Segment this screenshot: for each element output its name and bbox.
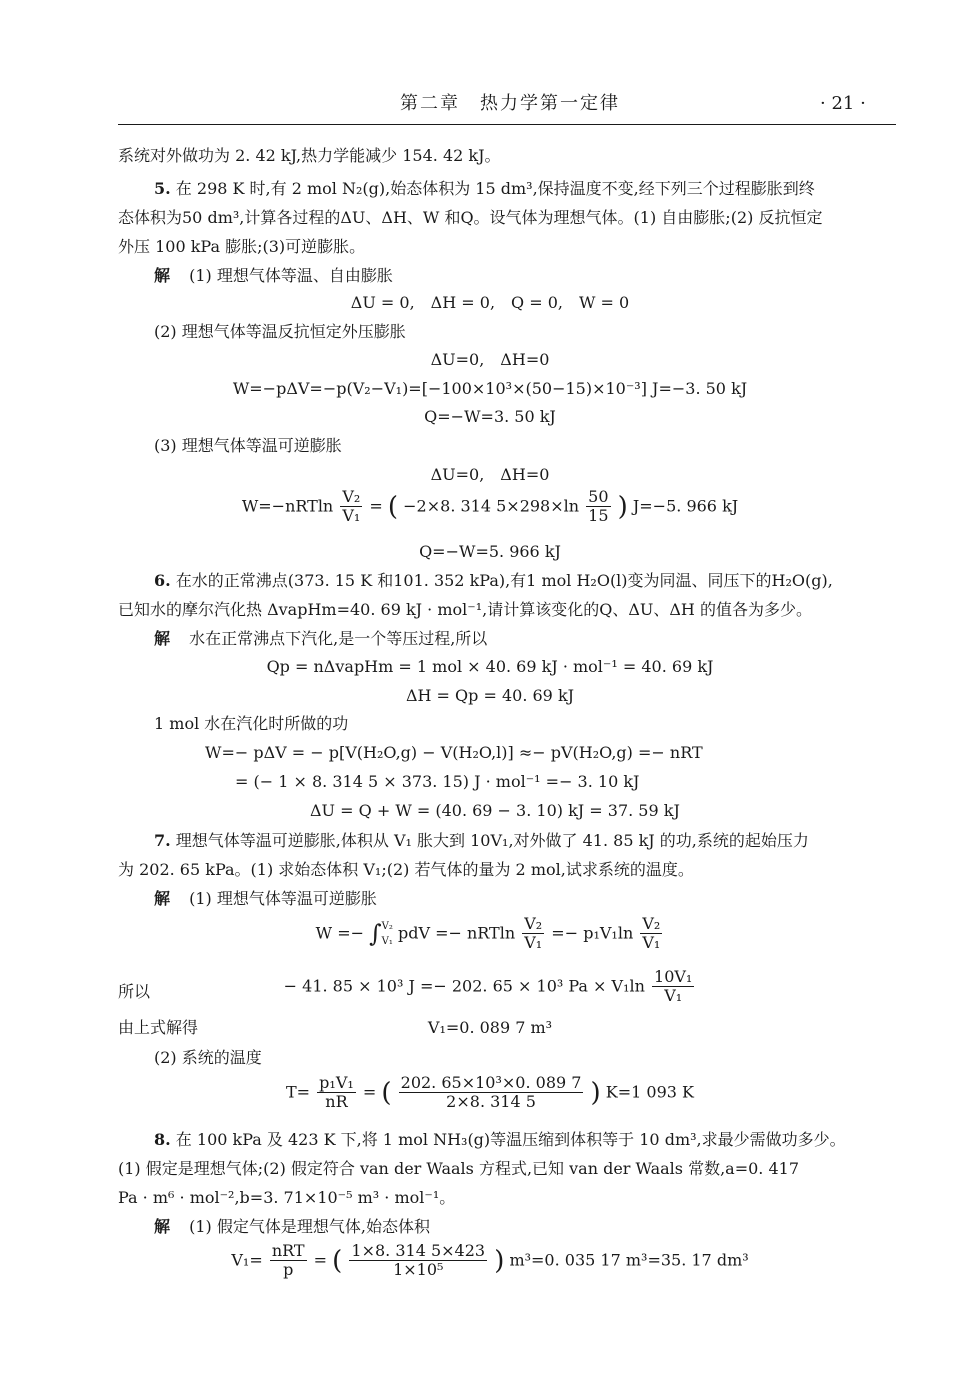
integral-sign: ∫ bbox=[369, 919, 382, 948]
equation: ΔH = Qp = 40. 69 kJ bbox=[405, 686, 575, 705]
problem-6-statement bbox=[154, 571, 833, 590]
fraction bbox=[640, 915, 662, 953]
equation-part: −2×8. 314 5×298×ln bbox=[403, 496, 580, 516]
text-line: Pa · m⁶ · mol⁻²,b=3. 71×10⁻⁵ m³ · mol⁻¹。 bbox=[118, 1188, 456, 1207]
label-so: 所以 bbox=[118, 982, 151, 1001]
numerator: V₂ bbox=[342, 487, 361, 506]
text: (1) 理想气体等温、自由膨胀 bbox=[189, 266, 393, 285]
equation: W=−pΔV=−p(V₂−V₁)=[−100×10³×(50−15)×10⁻³] J=−3. 50 kJ bbox=[232, 379, 748, 398]
equation: ΔU = Q + W = (40. 69 − 3. 10) kJ = 37. 59 kJ bbox=[310, 801, 680, 820]
equation: Q=−W=5. 966 kJ bbox=[419, 542, 561, 561]
header-rule bbox=[118, 124, 896, 125]
text: (1) 假定气体是理想气体,始态体积 bbox=[189, 1217, 430, 1236]
problem-5-statement bbox=[154, 179, 815, 198]
equation-part: pdV =− nRTln bbox=[397, 923, 516, 943]
fraction bbox=[522, 915, 544, 953]
equation-part: W =− bbox=[315, 923, 365, 943]
equation-part: =− p₁V₁ln bbox=[551, 923, 634, 943]
text-line: 系统对外做功为 2. 42 kJ,热力学能减少 154. 42 kJ。 bbox=[118, 146, 501, 165]
equation: W=−nRTln $\frac{\text{V₂}}{\text{V₁}}$ = ( −2×8. 314 5×298×ln $\frac{50}{15}$ ) J=−5. 966 kJ bbox=[241, 487, 739, 526]
text-line: 外压 100 kPa 膨胀;(3)可逆膨胀。 bbox=[118, 237, 366, 256]
text-line: 已知水的摩尔汽化热 ΔvapHm=40. 69 kJ · mol⁻¹,请计算该变化的Q、ΔU、ΔH 的值各为多少。 bbox=[118, 600, 812, 619]
upper-limit: V₂ bbox=[381, 920, 393, 932]
denominator: 15 bbox=[588, 506, 609, 526]
problem-number: 8. bbox=[154, 1130, 171, 1149]
text-line: (1) 假定是理想气体;(2) 假定符合 van der Waals 方程式,已知 van der Waals 常数,a=0. 417 bbox=[118, 1159, 799, 1178]
equation: Qp = nΔvapHm = 1 mol × 40. 69 kJ · mol⁻¹ = 40. 69 kJ bbox=[266, 657, 714, 676]
numerator: p₁V₁ bbox=[319, 1073, 354, 1092]
solution-6 bbox=[154, 629, 487, 648]
solution-8-part-1 bbox=[154, 1217, 430, 1236]
fraction bbox=[399, 1074, 584, 1112]
denominator: V₁ bbox=[664, 986, 683, 1006]
fraction bbox=[270, 1242, 307, 1280]
fraction bbox=[586, 488, 610, 526]
numerator: 202. 65×10³×0. 089 7 bbox=[400, 1073, 582, 1092]
text: 水在正常沸点下汽化,是一个等压过程,所以 bbox=[189, 629, 488, 648]
equation: V₁=0. 089 7 m³ bbox=[427, 1018, 553, 1037]
equation-part: J=−5. 966 kJ bbox=[632, 496, 739, 516]
lower-limit: V₁ bbox=[381, 935, 393, 947]
denominator: V₁ bbox=[342, 506, 361, 526]
numerator: 50 bbox=[588, 487, 609, 506]
text: 在水的正常沸点(373. 15 K 和101. 352 kPa),有1 mol H₂O(l)变为同温、同压下的H₂O(g), bbox=[175, 571, 833, 590]
denominator: 1×10⁵ bbox=[393, 1260, 444, 1280]
numerator: V₂ bbox=[642, 914, 661, 933]
text-line: (3) 理想气体等温可逆膨胀 bbox=[154, 436, 342, 455]
equation: Q=−W=3. 50 kJ bbox=[424, 407, 556, 426]
denominator: V₁ bbox=[524, 933, 543, 953]
equation: ΔU = 0, ΔH = 0, Q = 0, W = 0 bbox=[350, 293, 630, 312]
numerator: 1×8. 314 5×423 bbox=[351, 1241, 486, 1260]
text-line: 态体积为50 dm³,计算各过程的ΔU、ΔH、W 和Q。设气体为理想气体。(1) 自由膨胀;(2) 反抗恒定 bbox=[118, 208, 823, 227]
equation: ΔU=0, ΔH=0 bbox=[430, 350, 550, 369]
denominator: 2×8. 314 5 bbox=[446, 1092, 536, 1112]
solution-label: 解 bbox=[154, 629, 171, 648]
solution-label: 解 bbox=[154, 1217, 171, 1236]
label-solved: 由上式解得 bbox=[118, 1018, 199, 1037]
problem-number: 6. bbox=[154, 571, 171, 590]
text-line: 为 202. 65 kPa。(1) 求始态体积 V₁;(2) 若气体的量为 2 mol,试求系统的温度。 bbox=[118, 860, 694, 879]
fraction bbox=[349, 1242, 487, 1280]
equation: V₁= $\frac{\text{nRT}}{p}$ = ( $\frac{1\times 8. 314 5\times 423}{\text{1×10⁵}}$ ) m³=0. 035 17 m³=35. 17 dm³ bbox=[231, 1241, 749, 1280]
solution-label: 解 bbox=[154, 889, 171, 908]
equation: = (− 1 × 8. 314 5 × 373. 15) J · mol⁻¹ =− 3. 10 kJ bbox=[235, 772, 640, 791]
equation bbox=[0, 968, 980, 1006]
equation: T= $\frac{\text{p₁V₁}}{nR}$ = ( $\frac{\text{202. 65×10³×0. 089 7}}{2\times 8. 314 5}$ ) K=1 093 K bbox=[286, 1073, 694, 1112]
equation-part: W=−nRTln bbox=[241, 496, 334, 516]
problem-number: 5. bbox=[154, 179, 171, 198]
solution-label: 解 bbox=[154, 266, 171, 285]
equation: ΔU=0, ΔH=0 bbox=[430, 465, 550, 484]
equation-part: = bbox=[369, 496, 383, 516]
fraction bbox=[317, 1074, 356, 1112]
equation-part: − 41. 85 × 10³ J =− 202. 65 × 10³ Pa × V₁ln bbox=[283, 976, 645, 996]
text-line: (2) 理想气体等温反抗恒定外压膨胀 bbox=[154, 322, 406, 341]
equation bbox=[0, 915, 980, 953]
equation-part: V₁= bbox=[231, 1250, 263, 1270]
text: 理想气体等温可逆膨胀,体积从 V₁ 胀大到 10V₁,对外做了 41. 85 kJ 的功,系统的起始压力 bbox=[175, 831, 809, 850]
problem-7-statement bbox=[154, 831, 809, 850]
solution-5-part-1 bbox=[154, 266, 393, 285]
equation-part: K=1 093 K bbox=[605, 1082, 694, 1102]
denominator: p bbox=[283, 1260, 294, 1280]
numerator: V₂ bbox=[524, 914, 543, 933]
equation-part: m³=0. 035 17 m³=35. 17 dm³ bbox=[509, 1250, 749, 1270]
page-number: · 21 · bbox=[820, 93, 866, 114]
numerator: nRT bbox=[271, 1241, 305, 1260]
equation-part: T= bbox=[286, 1082, 311, 1102]
denominator: V₁ bbox=[642, 933, 661, 953]
fraction bbox=[652, 968, 694, 1006]
text-line: 1 mol 水在汽化时所做的功 bbox=[154, 714, 349, 733]
text: 在 100 kPa 及 423 K 下,将 1 mol NH₃(g)等温压缩到体积等于 10 dm³,求最少需做功多少。 bbox=[175, 1130, 846, 1149]
chapter-title: 第二章 热力学第一定律 bbox=[400, 93, 620, 114]
text-line: (2) 系统的温度 bbox=[154, 1048, 262, 1067]
problem-8-statement bbox=[154, 1130, 846, 1149]
text: (1) 理想气体等温可逆膨胀 bbox=[189, 889, 377, 908]
text: 在 298 K 时,有 2 mol N₂(g),始态体积为 15 dm³,保持温度不变,经下列三个过程膨胀到终 bbox=[175, 179, 815, 198]
equation-part: = bbox=[362, 1082, 377, 1102]
solution-7-part-1 bbox=[154, 889, 377, 908]
equation: W=− pΔV = − p[V(H₂O,g) − V(H₂O,l)] ≈− pV(H₂O,g) =− nRT bbox=[205, 743, 703, 762]
denominator: nR bbox=[325, 1092, 348, 1112]
equation-part: = bbox=[313, 1250, 328, 1270]
fraction bbox=[340, 488, 362, 526]
numerator: 10V₁ bbox=[654, 967, 693, 986]
problem-number: 7. bbox=[154, 831, 171, 850]
